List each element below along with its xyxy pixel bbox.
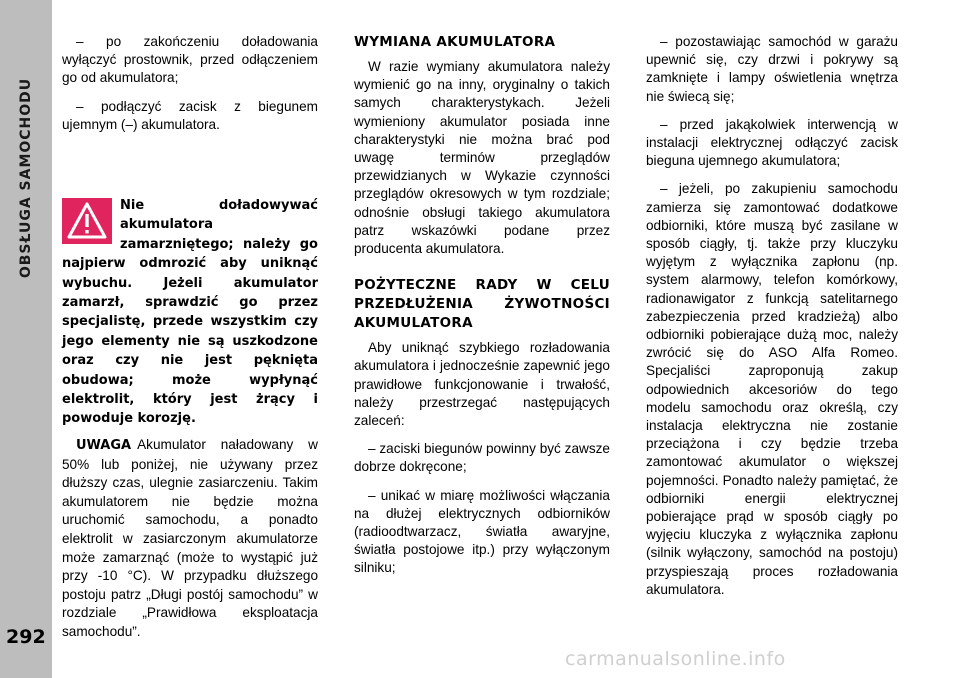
column-3-paragraph-1: – pozostawiając samochód w garażu upewnić się, czy drzwi i pokrywy są zamknięte i lampy oświetlenia wnętrza nie świecą się; bbox=[646, 34, 898, 104]
column-2-paragraph-3: – zaciski biegunów powinny być zawsze dobrze dokręcone; bbox=[354, 441, 610, 475]
note-text: Akumulator naładowany w 50% lub poniżej, nie używany przez dłuższy czas, ulegnie zasiarczeniu. Takim akumulatorem nie będzie można uruchomić samochodu, a ponadto elektrolit w zasiarczonym akumulatorze może zamarznąć (może to wystąpić już przy -10 °C). W przypadku dłuższego postoju patrz „Długi postój samochodu” w rozdziale „Prawidłowa eksploatacja samochodu”. bbox=[62, 437, 318, 639]
watermark: carmanualsonline.info bbox=[565, 648, 786, 670]
note-block bbox=[62, 436, 318, 642]
column-2-paragraph-4: – unikać w miarę możliwości włączania na dłużej elektrycznych odbiorników (radioodtwarzacz, światła awaryjne, światła postojowe itp.) przy wyłączonym silniku; bbox=[354, 487, 610, 576]
column-1-paragraph-2: – podłączyć zacisk z biegunem ujemnym (–) akumulatora. bbox=[62, 98, 318, 132]
column-2 bbox=[354, 33, 610, 588]
section-title-text: OBSŁUGA SAMOCHODU bbox=[18, 77, 35, 279]
column-2-paragraph-1: W razie wymiany akumulatora należy wymienić go na inny, oryginalny o takich samych charakterystykach. Jeżeli wymieniony akumulator posiada inne charakterystyki nie można brać pod uwagę terminów przeglądów przewidzianych w Wykazie czynności przeglądów okresowych w tym rozdziale; odnośnie obsługi takiego akumulatora patrz wskazówki podane przez producenta akumulatora. bbox=[354, 59, 610, 257]
warning-text: Nie doładowywać akumulatora zamarzniętego; należy go najpierw odmrozić aby uniknąć wybuchu. Jeżeli akumulator zamarzł, sprawdzić go przez specjalistę, przede wszystkim czy jego elementy nie są uszkodzone oraz czy nie jest pęknięta obudowa; może wypłynąć elektrolit, który jest żrący i powoduje korozję. bbox=[62, 198, 318, 427]
warning-triangle-icon bbox=[62, 198, 112, 244]
heading-battery-life-tips: POŻYTECZNE RADY W CELU PRZEDŁUŻENIA ŻYWOTNOŚCI AKUMULATORA bbox=[354, 277, 610, 332]
column-3-paragraph-3: – jeżeli, po zakupieniu samochodu zamierza się zamontować dodatkowe odbiorniki, które muszą być zasilane w sposób ciągły, tj. także przy kluczyku wyjętym z wyłącznika zapłonu (np. system alarmowy, telefon komórkowy, radionawigator z funkcją satelitarnego zabezpieczenia przed kradzieżą) albo odbiorniki pobierające dużą moc, należy zwrócić się do ASO Alfa Romeo. Specjaliści zaproponują zakup odpowiednich akcesoriów do tego modelu samochodu oraz określą, czy instalacja elektryczna nie zostanie przeciążona i czy będzie trzeba zamontować akumulator o większej pojemności. Ponadto należy pamiętać, że odbiorniki energii elektrycznej pobierające prąd w sposób ciągły po wyjęciu kluczyka z wyłącznika zapłonu (silnik wyłączony, samochód na postoju) przyspieszają proces rozładowania akumulatora. bbox=[646, 181, 898, 597]
warning-box bbox=[62, 196, 318, 429]
column-1-paragraph-1: – po zakończeniu doładowania wyłączyć prostownik, przed odłączeniem go od akumulatora; bbox=[62, 34, 318, 86]
column-3-paragraph-2: – przed jakąkolwiek interwencją w instalacji elektrycznej odłączyć zacisk bieguna ujemnego akumulatora; bbox=[646, 116, 898, 169]
column-1 bbox=[62, 33, 318, 144]
section-title bbox=[0, 28, 52, 328]
column-2-paragraph-2: Aby uniknąć szybkiego rozładowania akumulatora i jednocześnie zapewnić jego prawidłowe funkcjonowanie i trwałość, należy przestrzegać następujących zaleceń: bbox=[354, 340, 610, 429]
note-label: UWAGA bbox=[76, 438, 132, 453]
page-number: 292 bbox=[6, 626, 46, 648]
column-3 bbox=[646, 33, 898, 609]
heading-battery-replacement: WYMIANA AKUMULATORA bbox=[354, 34, 556, 50]
